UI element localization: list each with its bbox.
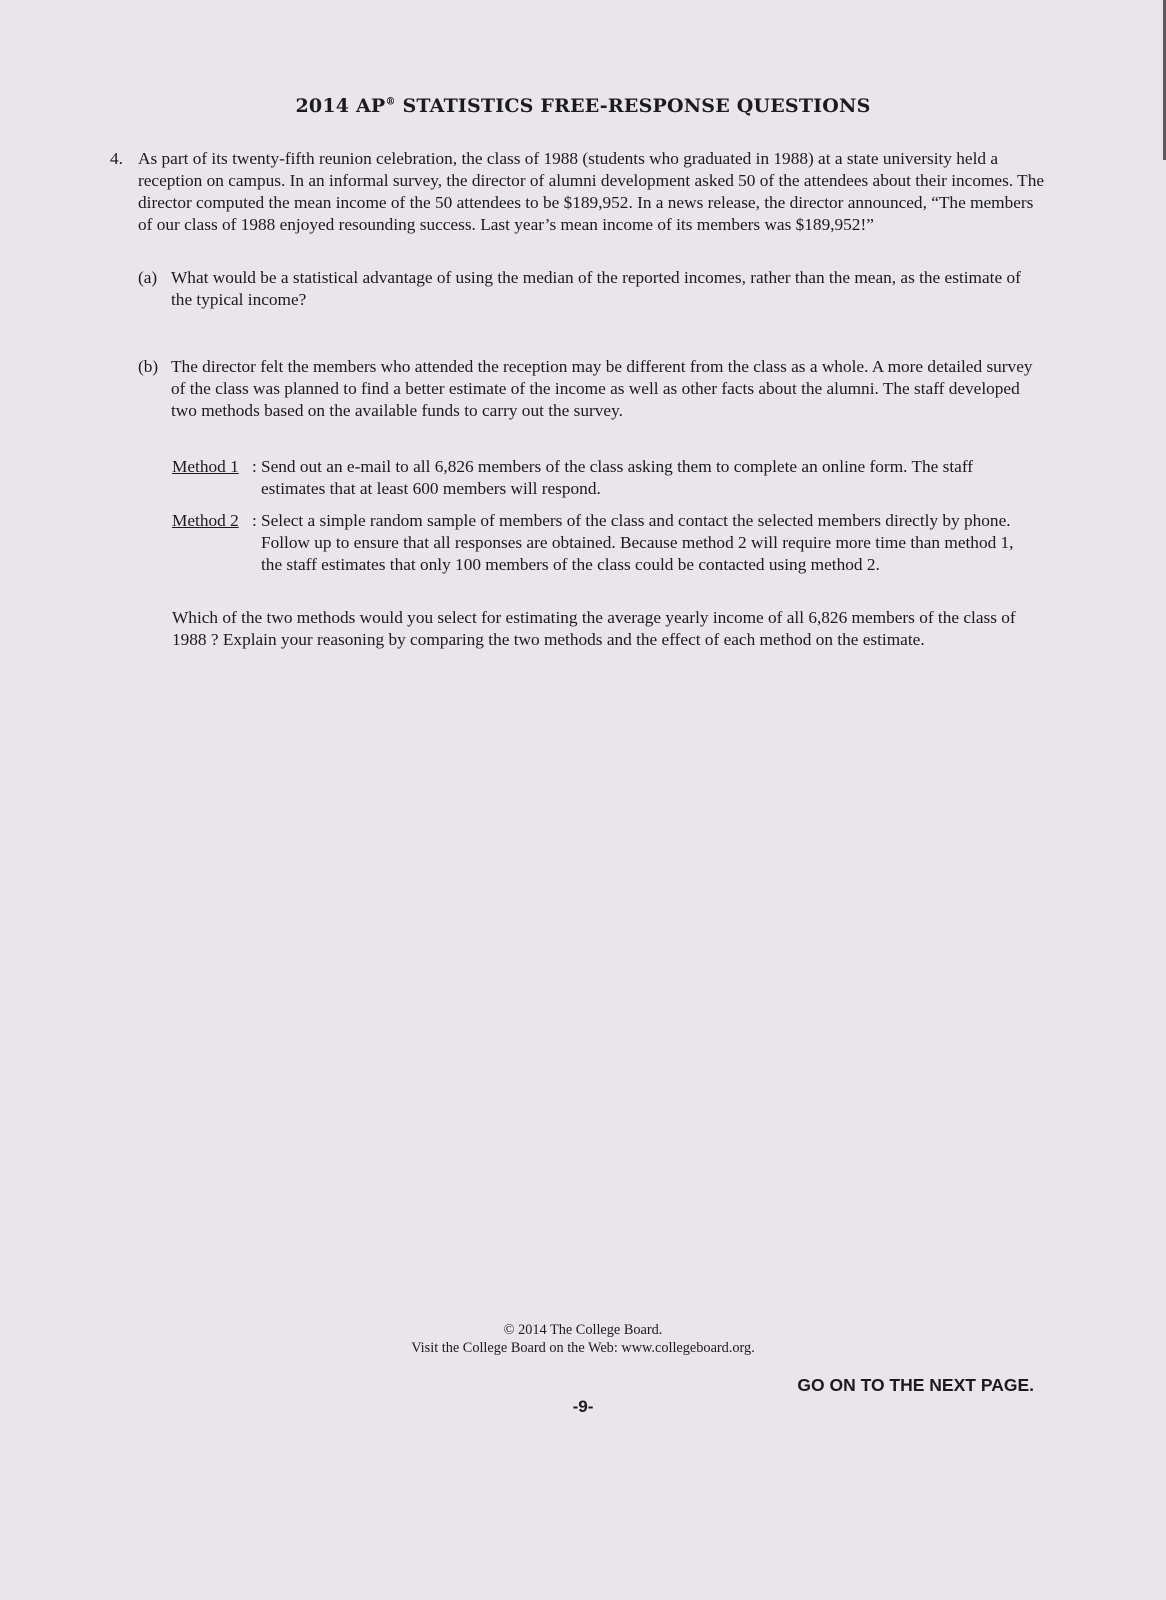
part-a xyxy=(138,267,1038,311)
part-b-question: Which of the two methods would you select for estimating the average yearly income of all 6,826 members of the class of 1988 ? Explain your reasoning by comparing the two methods and the effect of each method on the estimate. xyxy=(172,608,1016,649)
registered-mark: ® xyxy=(385,96,396,108)
question-stem: As part of its twenty-fifth reunion celebration, the class of 1988 (students who graduated in 1988) at a state university held a reception on campus. In an informal survey, the director of alumni development asked 50 of the attendees about their incomes. The director computed the mean income of the 50 attendees to be $189,952. In a news release, the director announced, “The members of our class of 1988 enjoyed resounding success. Last year’s mean income of its members was $189,952!” xyxy=(138,149,1045,234)
method-2-text: Select a simple random sample of members of the class and contact the selected members directly by phone. Follow up to ensure that all responses are obtained. Because method 2 will require more time than method 1, the staff estimates that only 100 members of the class could be contacted using method 2. xyxy=(261,511,1014,574)
method-2-colon: : xyxy=(252,511,257,530)
part-b-text: The director felt the members who attended the reception may be different from the class as a whole. A more detailed survey of the class was planned to find a better estimate of the income as well as other facts about the alumni. The staff developed two methods based on the available funds to carry out the survey. xyxy=(171,357,1033,420)
part-b xyxy=(138,356,1038,422)
method-1-colon: : xyxy=(252,457,257,476)
method-2 xyxy=(172,510,1037,576)
website-line: Visit the College Board on the Web: www.collegeboard.org. xyxy=(411,1340,755,1356)
title-suffix: STATISTICS FREE-RESPONSE QUESTIONS xyxy=(395,95,871,117)
question-4 xyxy=(110,148,1045,236)
go-on-notice: GO ON TO THE NEXT PAGE. xyxy=(797,1375,1034,1395)
title-prefix: 2014 AP xyxy=(295,95,386,117)
method-1-name: Method 1 xyxy=(172,457,239,476)
method-1 xyxy=(172,456,1037,500)
copyright: © 2014 The College Board. xyxy=(503,1322,663,1338)
page-title xyxy=(0,95,1166,117)
method-2-name: Method 2 xyxy=(172,511,239,530)
method-1-text: Send out an e-mail to all 6,826 members of the class asking them to complete an online form. The staff estimates that at least 600 members will respond. xyxy=(261,457,974,498)
part-a-text: What would be a statistical advantage of using the median of the reported incomes, rather than the mean, as the estimate of the typical income? xyxy=(171,268,1021,309)
footer xyxy=(0,1321,1166,1357)
page-number: -9- xyxy=(572,1397,594,1416)
question-number: 4. xyxy=(110,149,123,168)
part-b-label: (b) xyxy=(138,357,159,376)
part-a-label: (a) xyxy=(138,268,158,287)
